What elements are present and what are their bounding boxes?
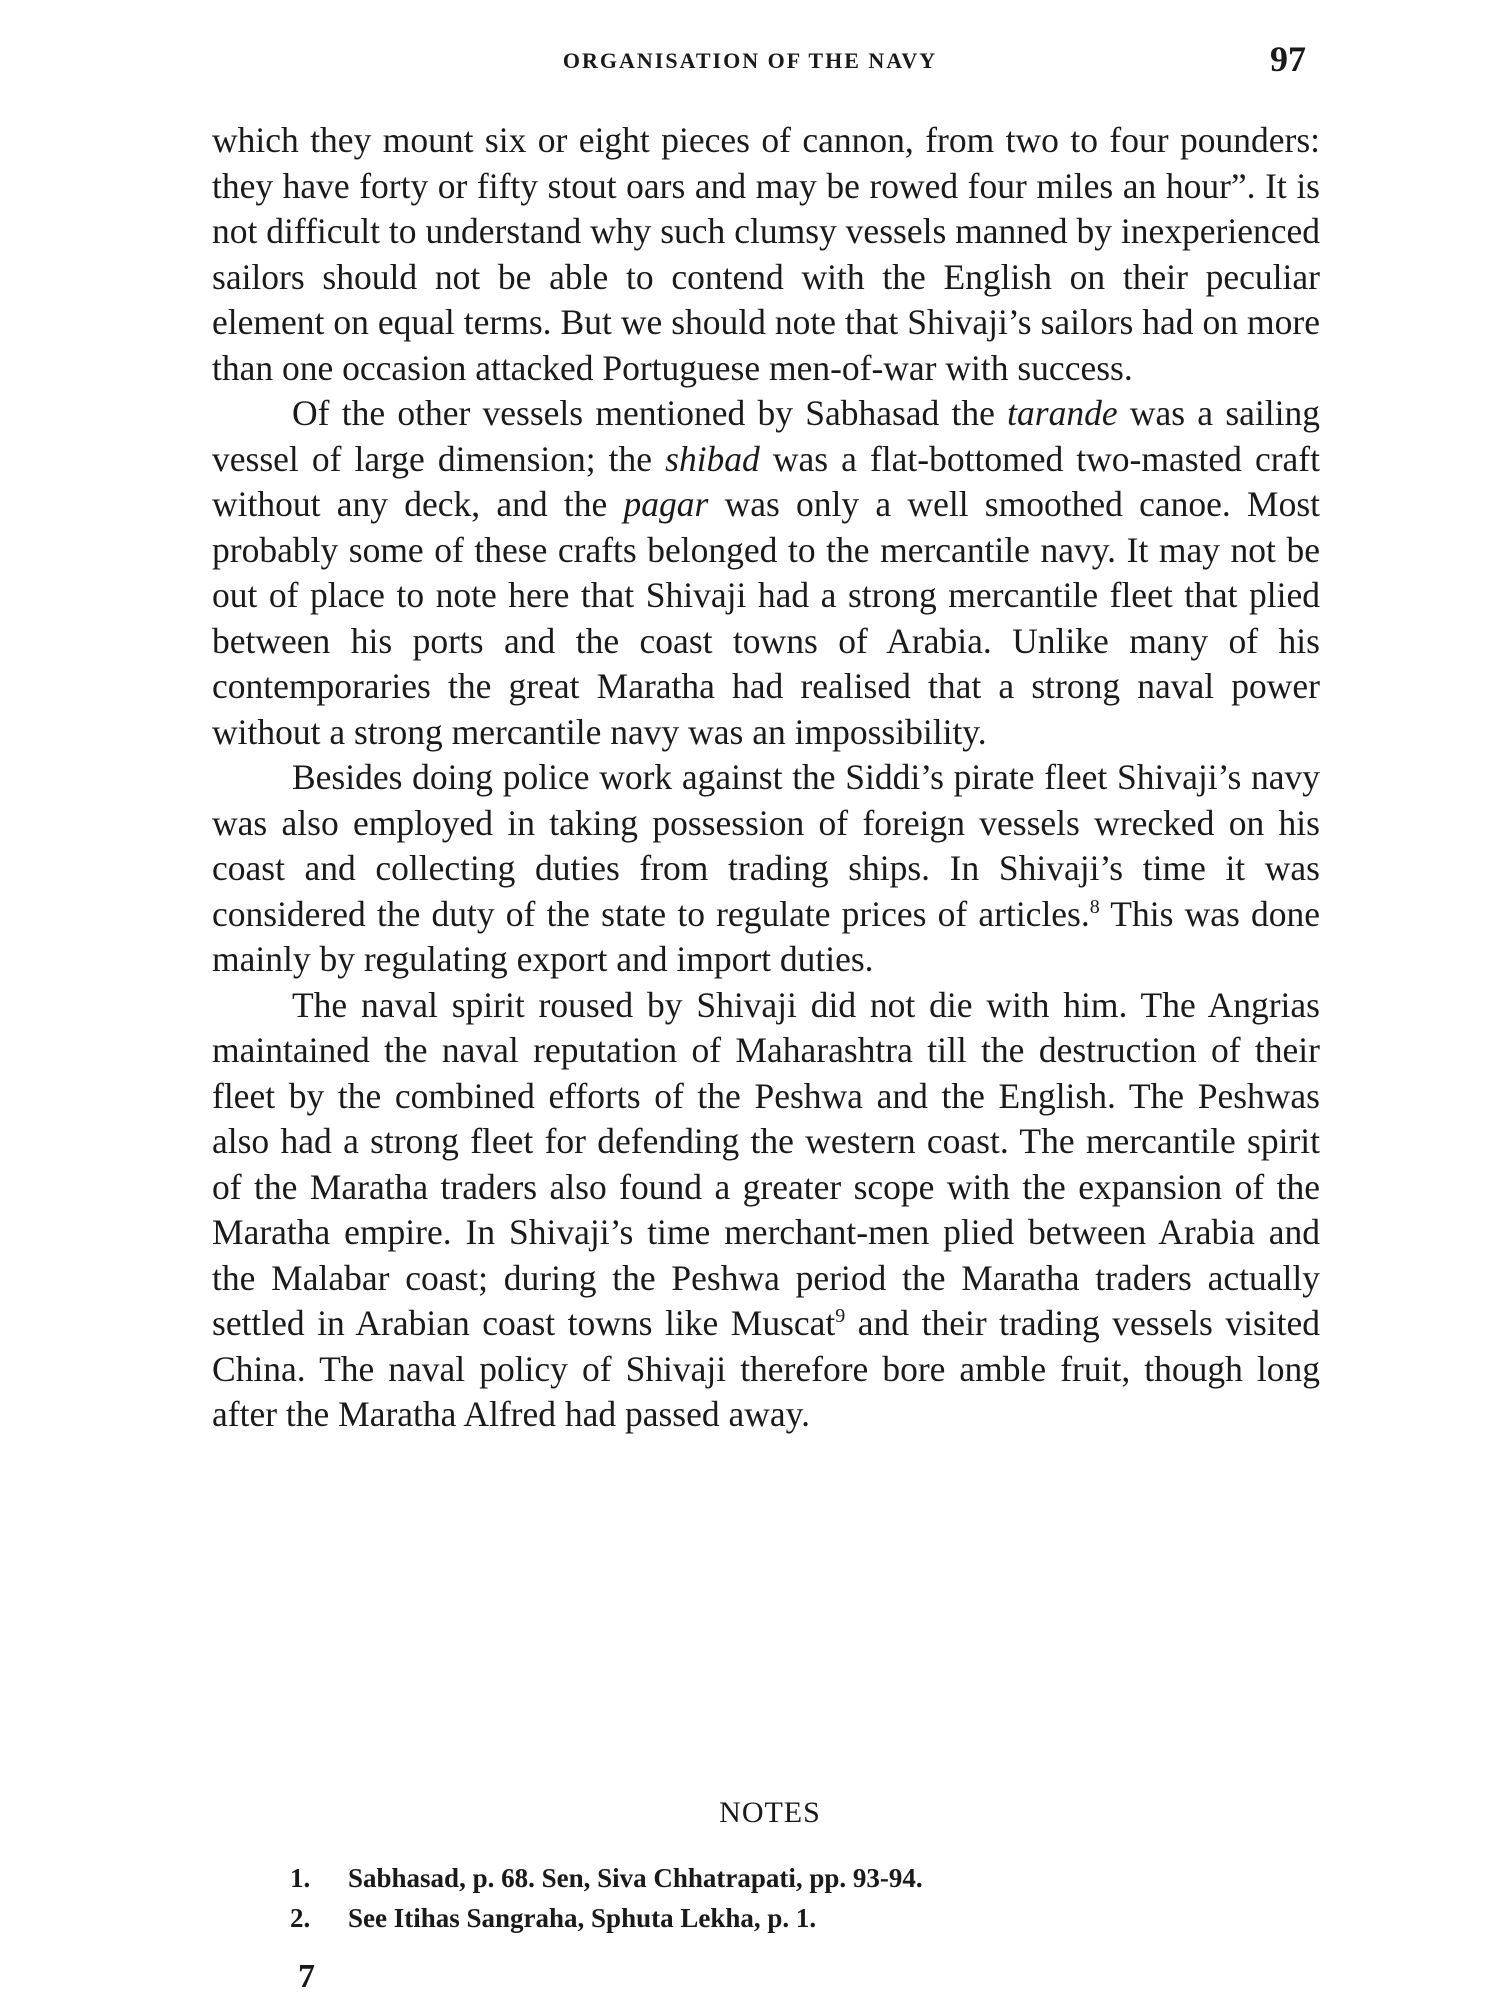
note-item: [290, 1898, 1290, 1938]
body-text: [212, 118, 1320, 1438]
italic-term: shibad: [665, 438, 760, 479]
note-item: [290, 1858, 1290, 1898]
text-run: was a sailing vessel of large dimension; the: [212, 393, 1320, 479]
running-header-title: ORGANISATION OF THE NAVY: [562, 48, 938, 73]
text-run: Besides doing police work against the Siddi’s pirate fleet Shivaji’s navy was also employed in taking possession of foreign vessels wrecked on his coast and collecting duties from trading ships. In Shivaji’s time it was considered the duty of the state to regulate prices of articles.: [212, 757, 1320, 934]
paragraph: [212, 118, 1320, 391]
italic-term: tarande: [1007, 393, 1118, 433]
text-run: was only a well smoothed canoe. Most probably some of these crafts belonged to the mercantile navy. It may not be out of place to note here that Shivaji had a strong mercantile fleet that plied between his ports and the coast towns of Arabia. Unlike many of his contemporaries the great Maratha had realised that a strong naval power without a strong mercantile navy was an impossibility.: [212, 484, 1320, 752]
footnote-ref: 8: [1089, 895, 1100, 918]
paragraph: [212, 391, 1320, 755]
note-number: 1.: [290, 1863, 311, 1893]
text-run: Of the other vessels mentioned by Sabhasad the: [292, 393, 1008, 433]
signature-mark: 7: [298, 1958, 315, 1995]
note-text: See Itihas Sangraha, Sphuta Lekha, p. 1.: [348, 1903, 817, 1933]
paragraph: [212, 983, 1320, 1438]
note-text: Sabhasad, p. 68. Sen, Siva Chhatrapati, pp. 93-94.: [348, 1863, 923, 1893]
text-run: was a flat-bottomed two-masted craft without any deck, and the: [212, 438, 1320, 524]
notes-heading: NOTES: [719, 1796, 821, 1829]
footnote-ref: 9: [835, 1305, 846, 1328]
paragraph: [212, 755, 1320, 983]
text-run: and their trading vessels visited China. The naval policy of Shivaji therefore bore amble fruit, though long after the Maratha Alfred had passed away.: [212, 1303, 1320, 1434]
text-run: which they mount six or eight pieces of cannon, from two to four pounders: they have forty or fifty stout oars and may be rowed four miles an hour”. It is not difficult to understand why such clumsy vessels manned by inexperienced sailors should not be able to contend with the English on their peculiar element on equal terms. But we should note that Shivaji’s sailors had on more than one occasion attacked Portuguese men-of-war with success.: [212, 120, 1320, 388]
italic-term: pagar: [623, 484, 709, 524]
note-number: 2.: [290, 1903, 311, 1933]
notes-list: [290, 1858, 1290, 1938]
text-run: The naval spirit roused by Shivaji did not die with him. The Angrias maintained the naval reputation of Maharashtra till the destruction of their fleet by the combined efforts of the Peshwa and the English. The Peshwas also had a strong fleet for defending the western coast. The mercantile spirit of the Maratha traders also found a greater scope with the expansion of the Maratha empire. In Shivaji’s time merchant-men plied between Arabia and the Malabar coast; during the Peshwa period the Maratha traders actually settled in Arabian coast towns like Muscat: [212, 984, 1320, 1343]
text-run: This was done mainly by regulating export and import duties.: [212, 893, 1320, 979]
page-number: 97: [1270, 39, 1306, 79]
